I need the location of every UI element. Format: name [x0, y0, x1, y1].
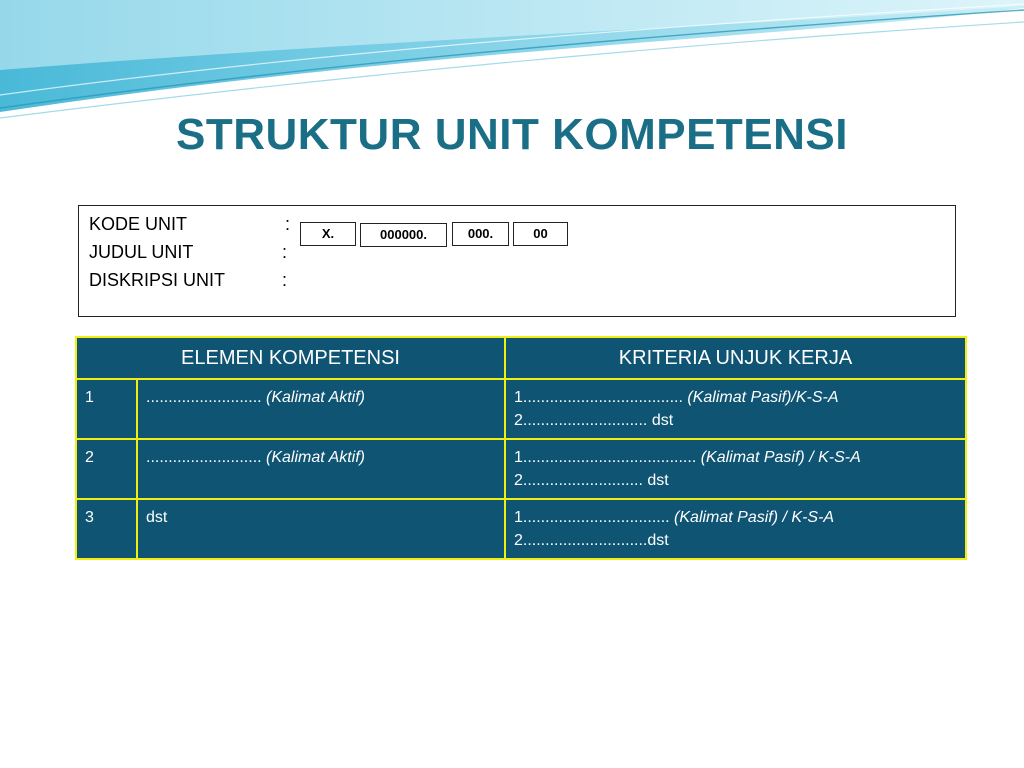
unit-info-box [78, 205, 956, 317]
elemen-text: dst [146, 509, 168, 526]
elemen-cell [137, 499, 505, 559]
code-box-version: 00 [513, 222, 568, 246]
code-box-number: 000. [452, 222, 509, 246]
kuk-line-1: 1.................................... [514, 389, 683, 406]
wave-header-decoration [0, 0, 1024, 120]
judul-unit-label: JUDUL UNIT [89, 242, 194, 262]
slide-title: STRUKTUR UNIT KOMPETENSI [176, 110, 848, 159]
competency-table [75, 336, 967, 560]
elemen-note: (Kalimat Aktif) [266, 449, 366, 466]
kuk-cell [505, 439, 966, 499]
table-row [76, 439, 966, 499]
header-elemen-kompetensi: ELEMEN KOMPETENSI [76, 337, 505, 379]
kuk-line-1: 1....................................... [514, 449, 697, 466]
kode-unit-colon: : [285, 214, 291, 234]
code-box-sector: X. [300, 222, 356, 246]
row-number: 1 [76, 379, 137, 439]
elemen-text: .......................... [146, 449, 262, 466]
kuk-line-2: 2........................... dst [514, 472, 669, 489]
elemen-cell [137, 379, 505, 439]
kode-unit-label: KODE UNIT [89, 214, 188, 234]
code-box-group: 000000. [360, 223, 447, 247]
table-header-row [76, 337, 966, 379]
table-row [76, 499, 966, 559]
kuk-note: (Kalimat Pasif) / K-S-A [674, 509, 835, 526]
table-row [76, 379, 966, 439]
kuk-note: (Kalimat Pasif)/K-S-A [687, 389, 839, 406]
kuk-note: (Kalimat Pasif) / K-S-A [700, 449, 861, 466]
kuk-line-2: 2............................ dst [514, 412, 674, 429]
diskripsi-unit-colon: : [282, 270, 288, 290]
elemen-note: (Kalimat Aktif) [266, 389, 366, 406]
diskripsi-unit-label: DISKRIPSI UNIT [89, 270, 226, 290]
kuk-cell [505, 379, 966, 439]
judul-unit-colon: : [282, 242, 288, 262]
kuk-line-1: 1................................. [514, 509, 670, 526]
row-number: 3 [76, 499, 137, 559]
elemen-text: .......................... [146, 389, 262, 406]
elemen-cell [137, 439, 505, 499]
kuk-line-2: 2............................dst [514, 532, 669, 549]
kuk-cell [505, 499, 966, 559]
row-number: 2 [76, 439, 137, 499]
header-kriteria-unjuk-kerja: KRITERIA UNJUK KERJA [505, 337, 966, 379]
